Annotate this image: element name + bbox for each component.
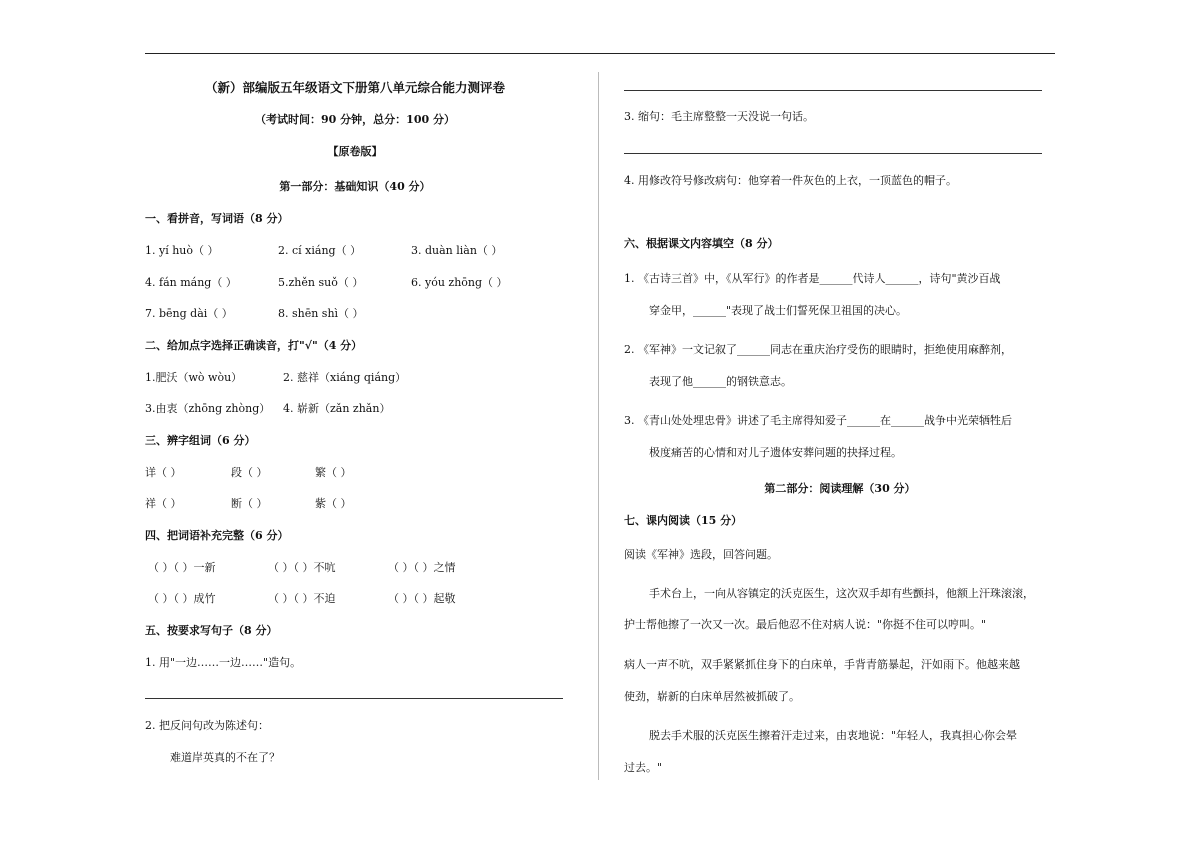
section7-heading: 七、课内阅读（15 分） xyxy=(624,514,743,527)
exam-info: （考试时间：90 分钟，总分：100 分） xyxy=(255,113,455,126)
char-item: 详（ ） xyxy=(145,466,182,479)
fill-q2-line2: 表现了他______的钢铁意志。 xyxy=(649,375,792,388)
fill-q3-line2: 极度痛苦的心情和对儿子遗体安葬问题的抉择过程。 xyxy=(649,446,902,459)
exam-title: （新）部编版五年级语文下册第八单元综合能力测评卷 xyxy=(204,80,505,95)
fill-q2-line1: 2. 《军神》一文记叙了______同志在重庆治疗受伤的眼睛时，拒绝使用麻醉剂， xyxy=(624,343,1012,356)
sentence-q2-text: 难道岸英真的不在了？ xyxy=(170,751,280,764)
char-item: 紫（ ） xyxy=(315,497,352,510)
edition-label: 【原卷版】 xyxy=(327,145,383,158)
column-divider xyxy=(598,72,599,780)
reading-intro: 阅读《军神》选段，回答问题。 xyxy=(624,548,778,561)
fill-q1-line1: 1. 《古诗三首》中，《从军行》的作者是______代诗人______，诗句"黄沙百战 xyxy=(624,272,1001,285)
idiom-item: （ ）（ ）不吭 xyxy=(268,561,336,574)
passage-line: 护士帮他擦了一次又一次。最后他忍不住对病人说："你挺不住可以哼叫。" xyxy=(624,618,987,631)
fill-q1-line2: 穿金甲，______"表现了战士们誓死保卫祖国的决心。 xyxy=(649,304,908,317)
passage-line: 使劲，崭新的白床单居然被抓破了。 xyxy=(624,690,800,703)
passage-line: 脱去手术服的沃克医生擦着汗走过来，由衷地说："年轻人，我真担心你会晕 xyxy=(649,729,1018,742)
section4-heading: 四、把词语补充完整（6 分） xyxy=(145,529,289,542)
pinyin-item: 4. fán máng（ ） xyxy=(145,276,237,289)
reading-item: 1.肥沃（wò wòu） xyxy=(145,371,243,384)
section5-heading: 五、按要求写句子（8 分） xyxy=(145,624,278,637)
answer-line xyxy=(624,153,1042,154)
passage-line: 病人一声不吭，双手紧紧抓住身下的白床单，手背青筋暴起，汗如雨下。他越来越 xyxy=(624,658,1020,671)
char-item: 段（ ） xyxy=(231,466,268,479)
section1-heading: 一、看拼音，写词语（8 分） xyxy=(145,212,289,225)
answer-line xyxy=(624,90,1042,91)
sentence-q2: 2. 把反问句改为陈述句： xyxy=(145,719,269,732)
pinyin-item: 8. shēn shì（ ） xyxy=(278,307,364,320)
pinyin-item: 5.zhěn suǒ（ ） xyxy=(278,276,364,289)
pinyin-item: 6. yóu zhōng（ ） xyxy=(411,276,508,289)
sentence-q4: 4. 用修改符号修改病句：他穿着一件灰色的上衣，一顶蓝色的帽子。 xyxy=(624,174,957,187)
section2-heading: 二、给加点字选择正确读音，打"√"（4 分） xyxy=(145,339,363,352)
passage-line: 手术台上，一向从容镇定的沃克医生，这次双手却有些颤抖，他额上汗珠滚滚， xyxy=(649,587,1034,600)
part1-title: 第一部分：基础知识（40 分） xyxy=(279,180,431,193)
idiom-item: （ ）（ ）不迫 xyxy=(268,592,336,605)
pinyin-item: 1. yí huò（ ） xyxy=(145,244,219,257)
pinyin-item: 3. duàn liàn（ ） xyxy=(411,244,503,257)
sentence-q1: 1. 用"一边……一边……"造句。 xyxy=(145,656,302,669)
sentence-q3: 3. 缩句：毛主席整整一天没说一句话。 xyxy=(624,110,814,123)
part2-title: 第二部分：阅读理解（30 分） xyxy=(764,482,916,495)
section6-heading: 六、根据课文内容填空（8 分） xyxy=(624,237,779,250)
char-item: 繁（ ） xyxy=(315,466,352,479)
top-rule xyxy=(145,53,1055,54)
answer-line xyxy=(145,698,563,699)
idiom-item: （ ）（ ）之情 xyxy=(388,561,456,574)
idiom-item: （ ）（ ）成竹 xyxy=(148,592,216,605)
fill-q3-line1: 3. 《青山处处埋忠骨》讲述了毛主席得知爱子______在______战争中光荣牺牲后 xyxy=(624,414,1012,427)
reading-item: 2. 慈祥（xiáng qiáng） xyxy=(283,371,407,384)
idiom-item: （ ）（ ）一新 xyxy=(148,561,216,574)
pinyin-item: 7. bēng dài（ ） xyxy=(145,307,233,320)
pinyin-item: 2. cí xiáng（ ） xyxy=(278,244,362,257)
idiom-item: （ ）（ ）起敬 xyxy=(388,592,456,605)
section3-heading: 三、辨字组词（6 分） xyxy=(145,434,256,447)
char-item: 祥（ ） xyxy=(145,497,182,510)
passage-line: 过去。" xyxy=(624,761,663,774)
reading-item: 4. 崭新（zǎn zhǎn） xyxy=(283,402,391,415)
reading-item: 3.由衷（zhōng zhòng） xyxy=(145,402,271,415)
char-item: 断（ ） xyxy=(231,497,268,510)
